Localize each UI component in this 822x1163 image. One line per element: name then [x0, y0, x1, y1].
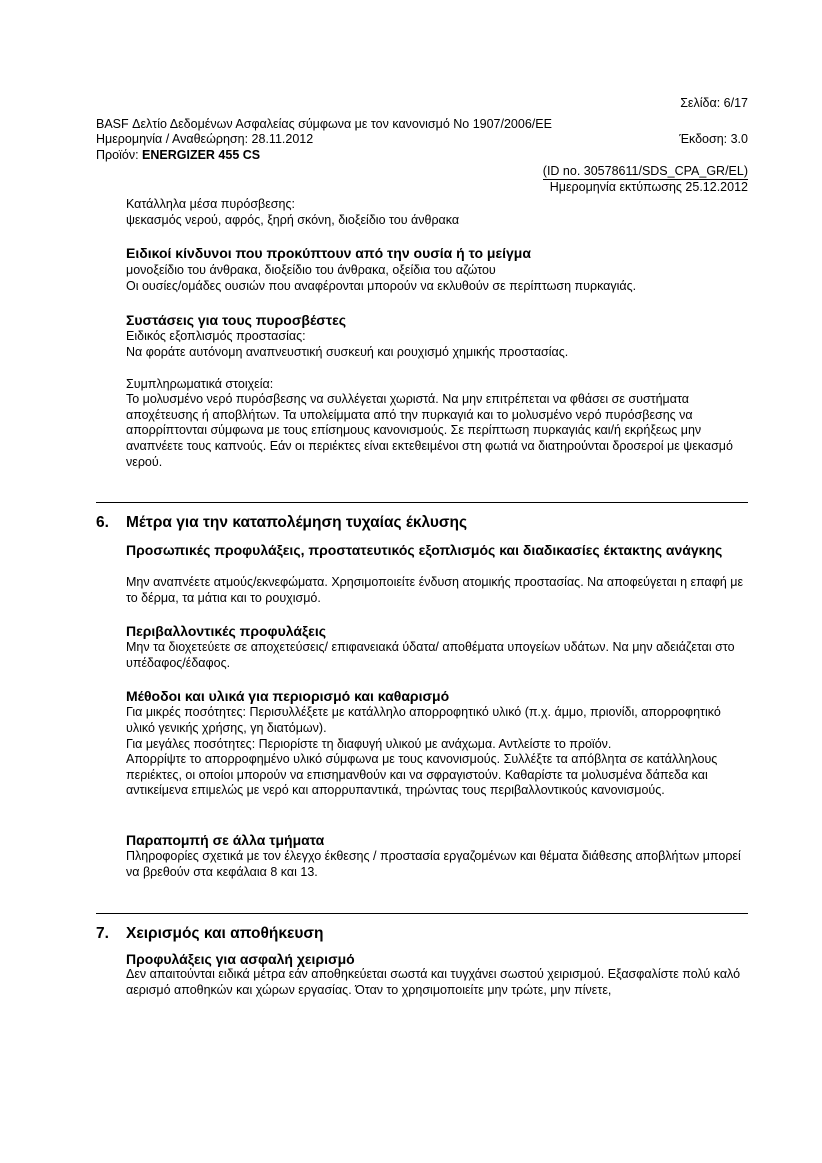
additional-info-label: Συμπληρωματικά στοιχεία: — [126, 377, 274, 391]
personal-precautions-heading: Προσωπικές προφυλάξεις, προστατευτικός εξοπλισμός και διαδικασίες έκτακτης ανάγκης — [126, 542, 723, 558]
reference-text: Πληροφορίες σχετικά με τον έλεγχο έκθεσης / προστασία εργαζομένων και θέματα διάθεσης αποβλήτων μπορεί να βρεθούν στα κεφάλαια 8 και 13. — [126, 849, 741, 879]
protective-equipment-label: Ειδικός εξοπλισμός προστασίας: — [126, 329, 306, 343]
section-divider — [96, 502, 748, 503]
id-number-text: (ID no. 30578611/SDS_CPA_GR/EL) — [542, 164, 748, 178]
section-6-number: 6. — [96, 514, 109, 531]
revision-date: Ημερομηνία / Αναθεώρηση: 28.11.2012 — [96, 132, 314, 146]
extinguishing-media-label: Κατάλληλα μέσα πυρόσβεσης: — [126, 197, 295, 211]
firefighter-advice-heading: Συστάσεις για τους πυροσβέστες — [126, 312, 347, 328]
containment-small-quantities: Για μικρές ποσότητες: Περισυλλέξετε με κατάλληλο απορροφητικό υλικό (π.χ. άμμο, πριονίδι, απορροφητικό υλικό γενικής χρήσης, γη διατόμων). — [126, 705, 721, 735]
section-divider — [96, 913, 748, 914]
extinguishing-media-text: ψεκασμός νερού, αφρός, ξηρή σκόνη, διοξείδιο του άνθρακα — [126, 213, 460, 227]
product-name: ENERGIZER 455 CS — [142, 148, 261, 162]
section-6-title: Μέτρα για την καταπολέμηση τυχαίας έκλυσης — [126, 514, 468, 531]
personal-precautions-text: Μην αναπνέετε ατμούς/εκνεφώματα. Χρησιμοποιείτε ένδυση ατομικής προστασίας. Να αποφεύγεται η επαφή με το δέρμα, τα μάτια και το ρουχισμό. — [126, 575, 744, 605]
document-title: BASF Δελτίο Δεδομένων Ασφαλείας σύμφωνα με τον κανονισμό Νο 1907/2006/ΕΕ — [96, 117, 552, 131]
environmental-precautions-heading: Περιβαλλοντικές προφυλάξεις — [126, 623, 326, 639]
section-7-title: Χειρισμός και αποθήκευση — [126, 925, 324, 942]
containment-large-quantities: Για μεγάλες ποσότητες: Περιορίστε τη διαφυγή υλικού με ανάχωμα. Αντλείστε το προϊόν. — [126, 737, 612, 751]
product-line — [96, 148, 260, 163]
safe-handling-heading: Προφυλάξεις για ασφαλή χειρισμό — [126, 951, 355, 967]
version: Έκδοση: 3.0 — [679, 132, 748, 146]
special-hazards-line1: μονοξείδιο του άνθρακα, διοξείδιο του άνθρακα, οξείδια του αζώτου — [126, 263, 496, 277]
id-number — [440, 164, 748, 179]
section-7-number: 7. — [96, 925, 109, 942]
special-hazards-heading: Ειδικοί κίνδυνοι που προκύπτουν από την ουσία ή το μείγμα — [126, 245, 531, 261]
safe-handling-text: Δεν απαιτούνται ειδικά μέτρα εάν αποθηκεύεται σωστά και τυγχάνει σωστού χειρισμού. Εξασφαλίστε πολύ καλό αερισμό αποθηκών και χώρων εργασίας. Όταν το χρησιμοποιείτε μην τρώτε, μην πίνετε, — [126, 967, 741, 997]
special-hazards-line2: Οι ουσίες/ομάδες ουσιών που αναφέρονται μπορούν να εκλυθούν σε περίπτωση πυρκαγιάς. — [126, 279, 637, 293]
page-number: Σελίδα: 6/17 — [680, 96, 748, 110]
reference-heading: Παραπομπή σε άλλα τμήματα — [126, 832, 325, 848]
containment-disposal: Απορρίψτε το απορροφημένο υλικό σύμφωνα με τους κανονισμούς. Συλλέξτε τα απόβλητα σε κατάλληλους περιέκτες, οι οποίοι μπορούν να επισημανθούν και να σφραγιστούν. Καθαρίστε τα μολυσμένα δάπεδα και αντικείμενα επιμελώς με νερό και απορρυπαντικά, τηρώντας τους περιβαλλοντικούς κανονισμούς. — [126, 752, 718, 798]
additional-info-text: Το μολυσμένο νερό πυρόσβεσης να συλλέγεται χωριστά. Να μην επιτρέπεται να φθάσει σε συστήματα αποχέτευσης ή αποβλήτων. Τα υπολείμματα από την πυρκαγιά και το μολυσμένο νερό πυρόσβεσης να απορρίπτονται σύμφωνα με τους επίσημους κανονισμούς. Σε περίπτωση πυρκαγιάς και/ή εκρήξεως μην αναπνέετε τους καπνούς. Εάν οι περιέκτες είναι εκτεθειμένοι στη φωτιά να διατηρούνται δροσεροί με ψεκασμό νερού. — [126, 392, 733, 469]
containment-methods-heading: Μέθοδοι και υλικά για περιορισμό και καθαρισμό — [126, 688, 450, 704]
print-date: Ημερομηνία εκτύπωσης 25.12.2012 — [549, 180, 748, 194]
environmental-precautions-text: Μην τα διοχετεύετε σε αποχετεύσεις/ επιφανειακά ύδατα/ αποθέματα υπογείων υδάτων. Να μην αδειάζεται στο υπέδαφος/έδαφος. — [126, 640, 735, 670]
protective-equipment-text: Να φοράτε αυτόνομη αναπνευστική συσκευή και ρουχισμό χημικής προστασίας. — [126, 345, 569, 359]
product-label: Προϊόν: — [96, 148, 143, 162]
